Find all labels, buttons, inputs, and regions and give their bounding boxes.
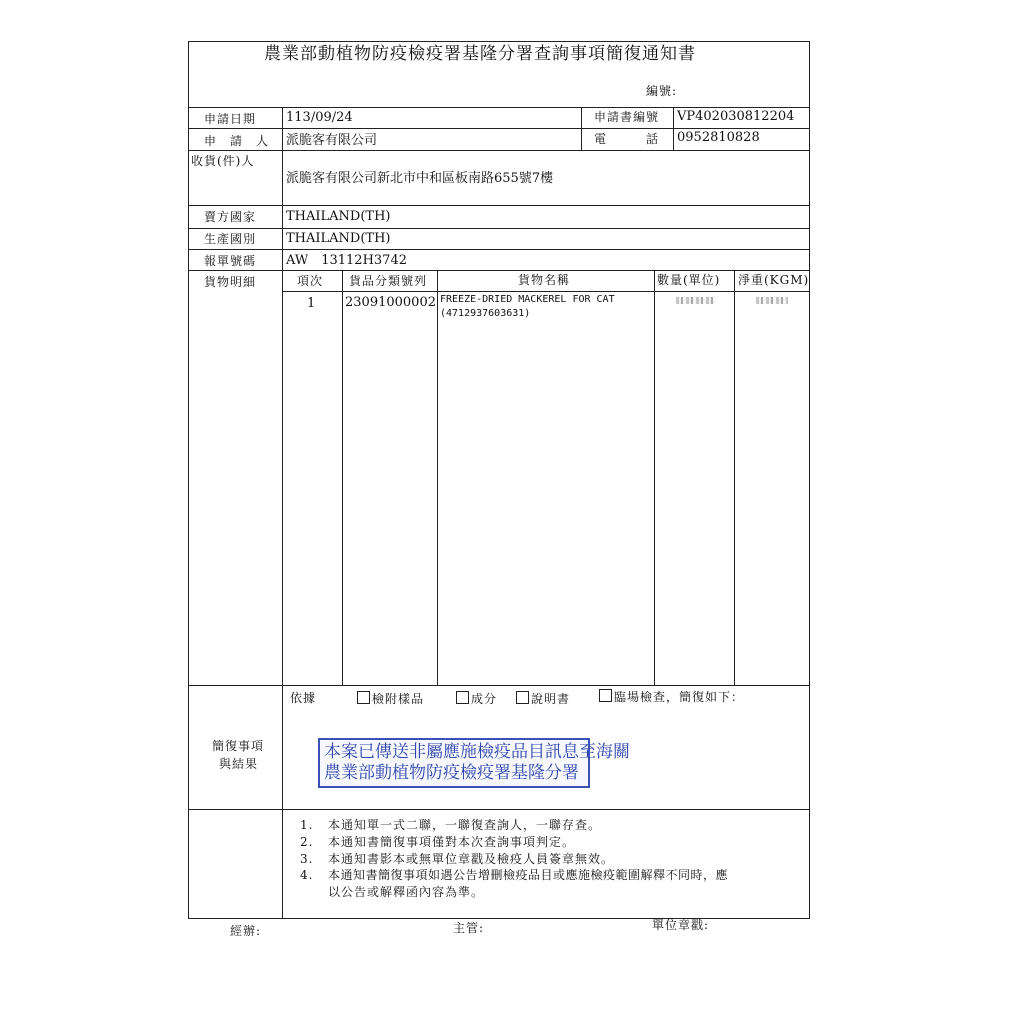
declaration-value: AW 13112H3742 [286, 253, 407, 268]
seller-country-value: THAILAND(TH) [286, 209, 391, 224]
document-title: 農業部動植物防疫檢疫署基隆分署查詢事項簡復通知書 [264, 44, 696, 64]
header-item: 項次 [297, 274, 324, 288]
result-label-line1: 簡復事項 [212, 739, 265, 753]
goods-label: 貨物明細 [204, 275, 257, 289]
phone-value: 0952810828 [677, 130, 760, 145]
applicant-label: 申 請 人 [204, 134, 270, 148]
redacted-quantity [676, 297, 716, 304]
col-divider [342, 270, 343, 685]
handler-label: 經辦: [230, 924, 262, 938]
apply-date-label: 申請日期 [204, 112, 257, 126]
row-code: 23091000002 [345, 295, 436, 310]
note-text-continued: 以公告或解釋函內容為準。 [328, 885, 485, 899]
note-num: 3. [300, 852, 314, 866]
row-item: 1 [307, 296, 316, 311]
col-divider [734, 270, 735, 685]
origin-value: THAILAND(TH) [286, 231, 391, 246]
official-stamp [318, 738, 630, 788]
header-name: 貨物名稱 [518, 273, 571, 287]
option-onsite[interactable]: 臨場檢查，簡復如下： [599, 689, 744, 703]
consignee-value: 派脆客有限公司新北市中和區板南路655號7樓 [286, 171, 554, 186]
col-divider [673, 107, 674, 150]
stamp-line2: 農業部動植物防疫檢疫署基隆分署 [324, 763, 579, 783]
declaration-label: 報單號碼 [204, 254, 257, 268]
phone-label: 電 話 [594, 132, 660, 146]
redacted-weight [756, 297, 788, 304]
option-samples[interactable]: 檢附樣品 [357, 691, 424, 705]
note-text: 本通知書簡復事項僅對本次查詢事項判定。 [328, 835, 576, 849]
app-no-label: 申請書編號 [594, 110, 660, 124]
consignee-label: 收貨(件)人 [191, 154, 255, 168]
header-quantity: 數量(單位) [657, 273, 721, 287]
origin-label: 生產國別 [204, 232, 257, 246]
checkbox-icon[interactable] [357, 691, 370, 704]
note-text: 本通知書影本或無單位章戳及檢疫人員簽章無效。 [328, 852, 615, 866]
applicant-value: 派脆客有限公司 [286, 133, 378, 148]
col-divider [581, 107, 582, 150]
col-divider [654, 270, 655, 685]
basis-prefix: 依據 [290, 691, 317, 705]
note-text: 本通知單一式二聯，一聯復查詢人，一聯存查。 [328, 818, 602, 832]
row-divider [282, 291, 810, 292]
col-divider [437, 270, 438, 685]
header-code: 貨品分類號列 [349, 274, 428, 288]
app-no-value: VP402030812204 [677, 109, 795, 124]
option-ingredients[interactable]: 成分 [456, 691, 497, 705]
checkbox-icon[interactable] [599, 689, 612, 702]
row-name-line1: FREEZE-DRIED MACKEREL FOR CAT [440, 294, 615, 305]
note-num: 2. [300, 835, 314, 849]
stamp-line1: 本案已傳送非屬應施檢疫品目訊息至海關 [324, 742, 630, 762]
note-num: 4. [300, 868, 314, 882]
result-label-line2: 與結果 [219, 757, 259, 771]
label-column-divider [282, 107, 283, 919]
supervisor-label: 主管: [453, 921, 485, 935]
row-name-line2: (4712937603631) [440, 308, 531, 319]
header-weight: 淨重(KGM) [738, 273, 810, 287]
note-text: 本通知書簡復事項如遇公告增刪檢疫品目或應施檢疫範圍解釋不同時，應 [328, 868, 729, 882]
note-num: 1. [300, 818, 314, 832]
seller-country-label: 賣方國家 [204, 210, 257, 224]
unit-seal-label: 單位章戳: [652, 918, 710, 932]
option-manual[interactable]: 說明書 [516, 691, 570, 705]
checkbox-icon[interactable] [456, 691, 469, 704]
serial-label: 編號: [646, 84, 678, 98]
apply-date-value: 113/09/24 [286, 110, 353, 125]
checkbox-icon[interactable] [516, 691, 529, 704]
